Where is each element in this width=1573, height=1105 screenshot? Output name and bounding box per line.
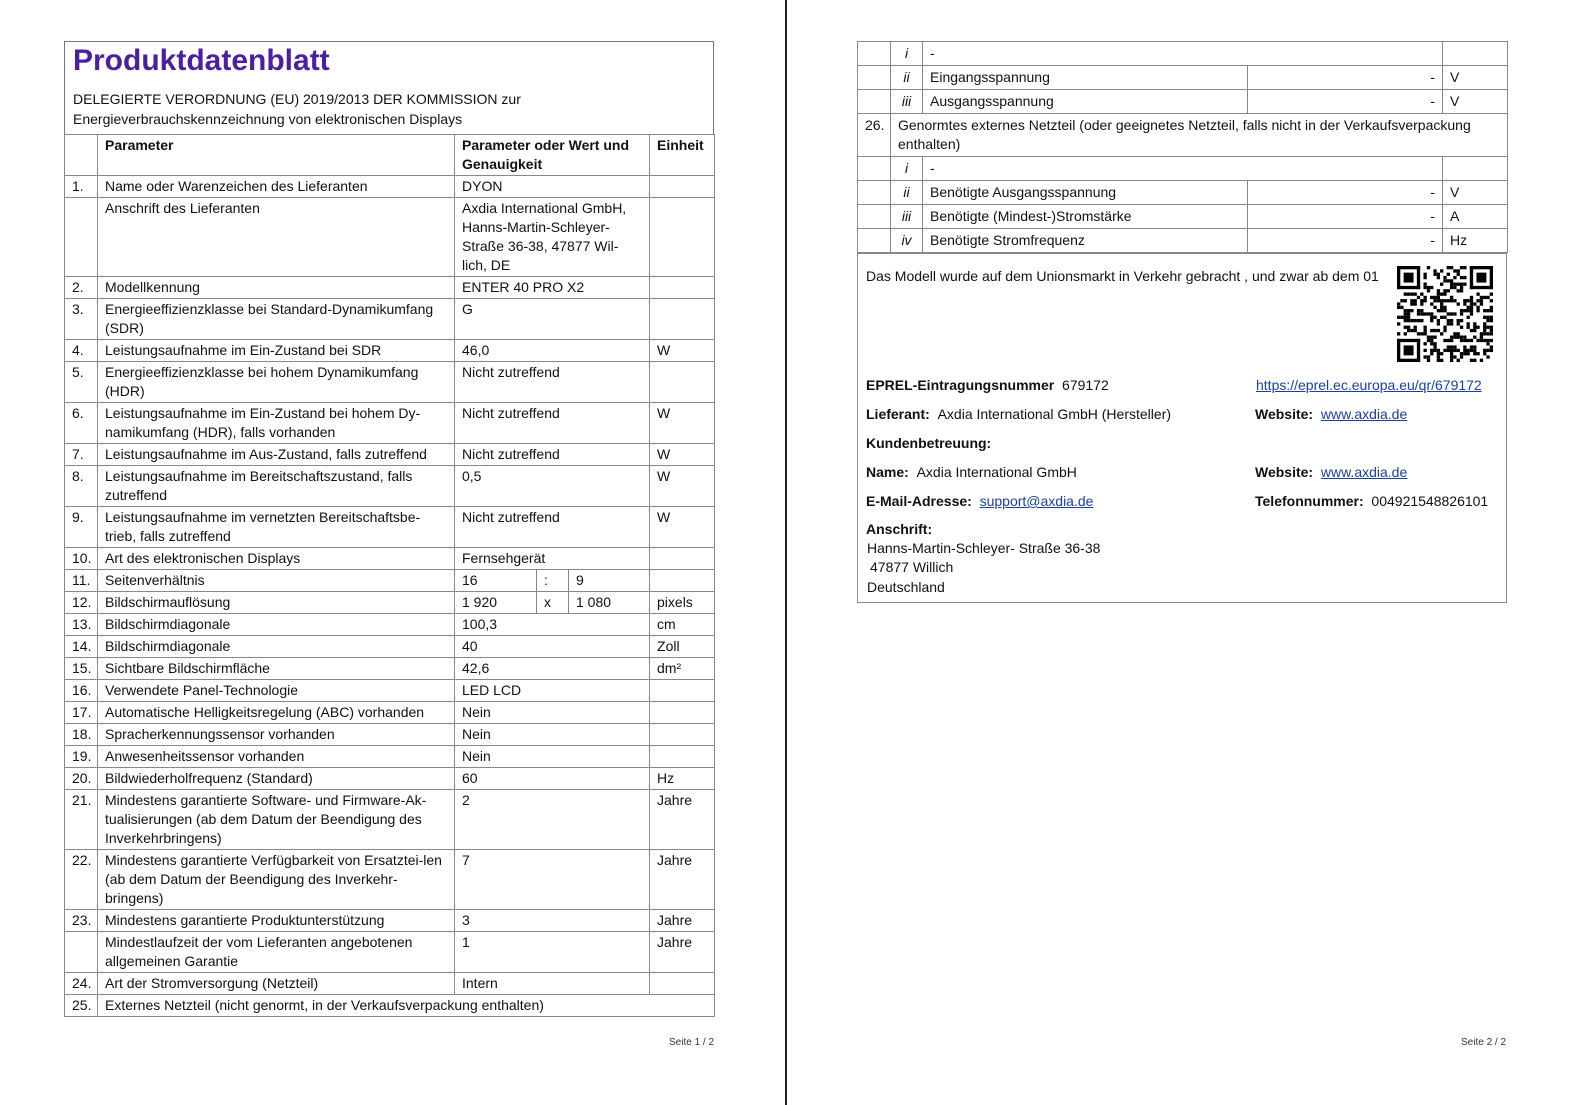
row-parameter: Verwendete Panel-Technologie <box>98 680 455 702</box>
blank-cell <box>858 90 891 114</box>
row-number: 21. <box>65 790 98 850</box>
sub-row <box>858 181 1508 205</box>
row-parameter: Energieeffizienzklasse bei Standard-Dynamikumfang (SDR) <box>98 299 455 340</box>
row-unit <box>650 176 715 198</box>
row-unit: pixels <box>650 592 715 614</box>
row-parameter: Spracherkennungssensor vorhanden <box>98 724 455 746</box>
blank-cell <box>858 229 891 253</box>
row-number: 5. <box>65 362 98 403</box>
row-unit: W <box>650 507 715 548</box>
supplier-label: Lieferant: <box>866 406 930 422</box>
sub-row <box>858 205 1508 229</box>
row-number: 9. <box>65 507 98 548</box>
email-link[interactable]: support@axdia.de <box>979 493 1094 509</box>
row-number: 17. <box>65 702 98 724</box>
row-number: 2. <box>65 277 98 299</box>
sub-value: - <box>1248 66 1443 90</box>
row-26 <box>858 114 1508 157</box>
header-box <box>64 41 714 135</box>
address-line-2: 47877 Willich <box>870 559 954 575</box>
row-unit: cm <box>650 614 715 636</box>
power-supply-body <box>858 42 1508 253</box>
row-number: 18. <box>65 724 98 746</box>
row-parameter: Mindestens garantierte Software- und Firmware-Ak-tualisierungen (ab dem Datum der Beendigung des Inverkehrbringens) <box>98 790 455 850</box>
phone-line <box>1255 492 1488 511</box>
table-row <box>65 658 715 680</box>
name-line <box>866 463 1077 482</box>
page-divider <box>785 0 787 1105</box>
sub-label: Benötigte Ausgangsspannung <box>923 181 1248 205</box>
email-line <box>866 492 1093 511</box>
sub-row <box>858 157 1508 181</box>
blank-cell <box>858 181 891 205</box>
row-value: 1 <box>455 932 650 973</box>
table-row <box>65 768 715 790</box>
row-number: 7. <box>65 444 98 466</box>
table-row <box>65 973 715 995</box>
row-number: 15. <box>65 658 98 680</box>
row-value: G <box>455 299 650 340</box>
blank-cell <box>858 157 891 181</box>
qr-code-icon[interactable] <box>1397 266 1493 362</box>
row-parameter: Leistungsaufnahme im Ein-Zustand bei hohem Dy-namikumfang (HDR), falls vorhanden <box>98 403 455 444</box>
sub-label: Ausgangsspannung <box>923 90 1248 114</box>
row-value: 46,0 <box>455 340 650 362</box>
row-unit <box>650 973 715 995</box>
sub-index: ii <box>891 66 923 90</box>
table-row <box>65 466 715 507</box>
sub-label: - <box>923 42 1443 66</box>
document-title: Produktdatenblatt <box>73 44 330 77</box>
row-parameter: Energieeffizienzklasse bei hohem Dynamikumfang (HDR) <box>98 362 455 403</box>
row-parameter: Bildschirmdiagonale <box>98 614 455 636</box>
page-1 <box>0 0 786 1105</box>
table-row <box>65 702 715 724</box>
table-row <box>65 362 715 403</box>
sub-unit <box>1443 42 1508 66</box>
sub-index: iv <box>891 229 923 253</box>
row-number: 12. <box>65 592 98 614</box>
row-number: 14. <box>65 636 98 658</box>
row-unit <box>650 746 715 768</box>
table-row <box>65 680 715 702</box>
header-num <box>65 135 98 176</box>
sub-unit: V <box>1443 181 1508 205</box>
row-parameter: Bildwiederholfrequenz (Standard) <box>98 768 455 790</box>
row-unit: Hz <box>650 768 715 790</box>
row-value-a: 16 <box>455 570 537 592</box>
header-value: Parameter oder Wert und Genauigkeit <box>455 135 650 176</box>
regulation-line-1: DELEGIERTE VERORDNUNG (EU) 2019/2013 DER KOMMISSION zur <box>73 91 521 107</box>
row-value: Nein <box>455 724 650 746</box>
row-value-b: 9 <box>569 570 650 592</box>
row-unit <box>650 680 715 702</box>
row-value-sep: : <box>537 570 569 592</box>
table-row <box>65 724 715 746</box>
row-number: 13. <box>65 614 98 636</box>
row-number: 22. <box>65 850 98 910</box>
row-26-number: 26. <box>858 114 891 157</box>
website-link[interactable]: www.axdia.de <box>1320 406 1408 422</box>
sub-index: i <box>891 157 923 181</box>
sub-unit: A <box>1443 205 1508 229</box>
sub-row <box>858 66 1508 90</box>
table-row <box>65 403 715 444</box>
row-number: 1. <box>65 176 98 198</box>
row-parameter: Modellkennung <box>98 277 455 299</box>
table-row <box>65 548 715 570</box>
row-value: 2 <box>455 790 650 850</box>
row-parameter: Leistungsaufnahme im Aus-Zustand, falls zutreffend <box>98 444 455 466</box>
row-unit <box>650 724 715 746</box>
row-value: 0,5 <box>455 466 650 507</box>
row-value: Axdia International GmbH, Hanns-Martin-Schleyer-Straße 36-38, 47877 Wil-lich, DE <box>455 198 650 277</box>
sub-index: i <box>891 42 923 66</box>
row-26-text: Genormtes externes Netzteil (oder geeignetes Netzteil, falls nicht in der Verkaufsverpackung enthalten) <box>891 114 1508 157</box>
sub-unit: V <box>1443 90 1508 114</box>
market-text: Das Modell wurde auf dem Unionsmarkt in Verkehr gebracht , und zwar ab dem 01 <box>866 268 1379 284</box>
row-number: 10. <box>65 548 98 570</box>
row-value: Nicht zutreffend <box>455 444 650 466</box>
row-number: 23. <box>65 910 98 932</box>
row-number: 11. <box>65 570 98 592</box>
table-body <box>65 176 715 1017</box>
sub-label: Benötigte (Mindest-)Stromstärke <box>923 205 1248 229</box>
row-parameter: Mindestens garantierte Verfügbarkeit von Ersatztei-len (ab dem Datum der Beendigung des Inverkehr-bringens) <box>98 850 455 910</box>
blank-cell <box>858 205 891 229</box>
row-value: Nein <box>455 702 650 724</box>
table-row <box>65 592 715 614</box>
row-value: 42,6 <box>455 658 650 680</box>
row-number <box>65 198 98 277</box>
table-row <box>65 790 715 850</box>
table-row <box>65 850 715 910</box>
table-row <box>65 614 715 636</box>
row-value: Nicht zutreffend <box>455 403 650 444</box>
table-row <box>65 277 715 299</box>
row-unit <box>650 277 715 299</box>
row-parameter: Mindestlaufzeit der vom Lieferanten angebotenen allgemeinen Garantie <box>98 932 455 973</box>
row-value: 3 <box>455 910 650 932</box>
sub-unit: Hz <box>1443 229 1508 253</box>
table-row <box>65 746 715 768</box>
sub-index: iii <box>891 205 923 229</box>
website-line-2 <box>1255 463 1407 482</box>
row-parameter: Bildschirmdiagonale <box>98 636 455 658</box>
table-row <box>65 995 715 1017</box>
row-value-b: 1 080 <box>569 592 650 614</box>
sub-unit <box>1443 157 1508 181</box>
row-value: 100,3 <box>455 614 650 636</box>
row-unit: Jahre <box>650 910 715 932</box>
regulation-text <box>73 89 521 129</box>
address-line-3: Deutschland <box>867 579 945 595</box>
name-label: Name: <box>866 464 909 480</box>
address-line-1: Hanns-Martin-Schleyer- Straße 36-38 <box>867 540 1101 556</box>
row-unit: Jahre <box>650 932 715 973</box>
row-parameter: Leistungsaufnahme im Bereitschaftszustand, falls zutreffend <box>98 466 455 507</box>
row-value: ENTER 40 PRO X2 <box>455 277 650 299</box>
row-unit <box>650 548 715 570</box>
table-row <box>65 299 715 340</box>
row-parameter: Bildschirmauflösung <box>98 592 455 614</box>
row-number: 25. <box>65 995 98 1017</box>
row-unit <box>650 362 715 403</box>
row-unit: Jahre <box>650 850 715 910</box>
row-parameter: Leistungsaufnahme im vernetzten Bereitschaftsbe-trieb, falls zutreffend <box>98 507 455 548</box>
row-parameter: Externes Netzteil (nicht genormt, in der Verkaufsverpackung enthalten) <box>98 995 715 1017</box>
sub-index: iii <box>891 90 923 114</box>
row-value-a: 1 920 <box>455 592 537 614</box>
row-value: DYON <box>455 176 650 198</box>
name-value: Axdia International GmbH <box>916 464 1077 480</box>
sub-value: - <box>1248 205 1443 229</box>
sub-row <box>858 42 1508 66</box>
sub-value: - <box>1248 229 1443 253</box>
sub-row <box>858 229 1508 253</box>
row-unit <box>650 299 715 340</box>
row-parameter: Mindestens garantierte Produktunterstützung <box>98 910 455 932</box>
table-row <box>65 570 715 592</box>
eprel-line <box>866 376 1109 395</box>
row-value: LED LCD <box>455 680 650 702</box>
row-unit: dm² <box>650 658 715 680</box>
table-row <box>65 198 715 277</box>
website-line-1 <box>1255 405 1407 424</box>
sub-value: - <box>1248 90 1443 114</box>
regulation-line-2: Energieverbrauchskennzeichnung von elektronischen Displays <box>73 111 463 127</box>
sub-label: Benötigte Stromfrequenz <box>923 229 1248 253</box>
sub-value: - <box>1248 181 1443 205</box>
product-data-table <box>64 134 715 1017</box>
row-value: Nein <box>455 746 650 768</box>
supplier-value: Axdia International GmbH (Hersteller) <box>937 406 1171 422</box>
row-number: 20. <box>65 768 98 790</box>
header-unit: Einheit <box>650 135 715 176</box>
row-unit: W <box>650 403 715 444</box>
table-row <box>65 910 715 932</box>
row-parameter: Art des elektronischen Displays <box>98 548 455 570</box>
row-unit: W <box>650 466 715 507</box>
row-unit <box>650 702 715 724</box>
row-parameter: Name oder Warenzeichen des Lieferanten <box>98 176 455 198</box>
row-value: Nicht zutreffend <box>455 507 650 548</box>
row-number: 24. <box>65 973 98 995</box>
blank-cell <box>858 42 891 66</box>
row-value: 7 <box>455 850 650 910</box>
row-value: Intern <box>455 973 650 995</box>
table-row <box>65 932 715 973</box>
row-unit <box>650 570 715 592</box>
phone-label: Telefonnummer: <box>1255 493 1364 509</box>
row-unit: Jahre <box>650 790 715 850</box>
table-row <box>65 507 715 548</box>
address-label <box>866 520 932 539</box>
phone-value: 004921548826101 <box>1371 493 1489 509</box>
row-value: 60 <box>455 768 650 790</box>
row-unit: W <box>650 444 715 466</box>
row-unit: W <box>650 340 715 362</box>
row-parameter: Seitenverhältnis <box>98 570 455 592</box>
table-header-row <box>65 135 715 176</box>
email-label: E-Mail-Adresse: <box>866 493 972 509</box>
support-label: Kundenbetreuung: <box>866 435 992 451</box>
eprel-number: 679172 <box>1062 377 1109 393</box>
table-row <box>65 444 715 466</box>
row-unit: Zoll <box>650 636 715 658</box>
power-supply-table <box>857 41 1508 253</box>
eprel-link[interactable]: https://eprel.ec.europa.eu/qr/679172 <box>1256 377 1482 393</box>
address-label-text: Anschrift: <box>866 521 933 537</box>
sub-row <box>858 90 1508 114</box>
row-parameter: Anschrift des Lieferanten <box>98 198 455 277</box>
row-unit <box>650 198 715 277</box>
row-number: 8. <box>65 466 98 507</box>
page-footer: Seite 1 / 2 <box>669 1037 715 1048</box>
table-row <box>65 636 715 658</box>
sub-label: - <box>923 157 1443 181</box>
row-parameter: Sichtbare Bildschirmfläche <box>98 658 455 680</box>
eprel-info-box <box>857 253 1507 603</box>
support-heading <box>866 434 991 453</box>
row-value: Nicht zutreffend <box>455 362 650 403</box>
header-parameter: Parameter <box>98 135 455 176</box>
row-parameter: Leistungsaufnahme im Ein-Zustand bei SDR <box>98 340 455 362</box>
table-row <box>65 340 715 362</box>
row-number: 19. <box>65 746 98 768</box>
website-label: Website: <box>1255 464 1314 480</box>
table-row <box>65 176 715 198</box>
row-value-sep: x <box>537 592 569 614</box>
row-value: Fernsehgerät <box>455 548 650 570</box>
row-number: 4. <box>65 340 98 362</box>
website-label: Website: <box>1255 406 1314 422</box>
row-number: 16. <box>65 680 98 702</box>
supplier-line <box>866 405 1171 424</box>
page-footer-2: Seite 2 / 2 <box>1461 1037 1507 1048</box>
row-number <box>65 932 98 973</box>
blank-cell <box>858 66 891 90</box>
sub-label: Eingangsspannung <box>923 66 1248 90</box>
row-number: 3. <box>65 299 98 340</box>
website-link[interactable]: www.axdia.de <box>1320 464 1408 480</box>
row-parameter: Automatische Helligkeitsregelung (ABC) vorhanden <box>98 702 455 724</box>
row-parameter: Anwesenheitssensor vorhanden <box>98 746 455 768</box>
row-value: 40 <box>455 636 650 658</box>
sub-index: ii <box>891 181 923 205</box>
row-parameter: Art der Stromversorgung (Netzteil) <box>98 973 455 995</box>
eprel-label: EPREL-Eintragungsnummer <box>866 377 1055 393</box>
sub-unit: V <box>1443 66 1508 90</box>
row-number: 6. <box>65 403 98 444</box>
